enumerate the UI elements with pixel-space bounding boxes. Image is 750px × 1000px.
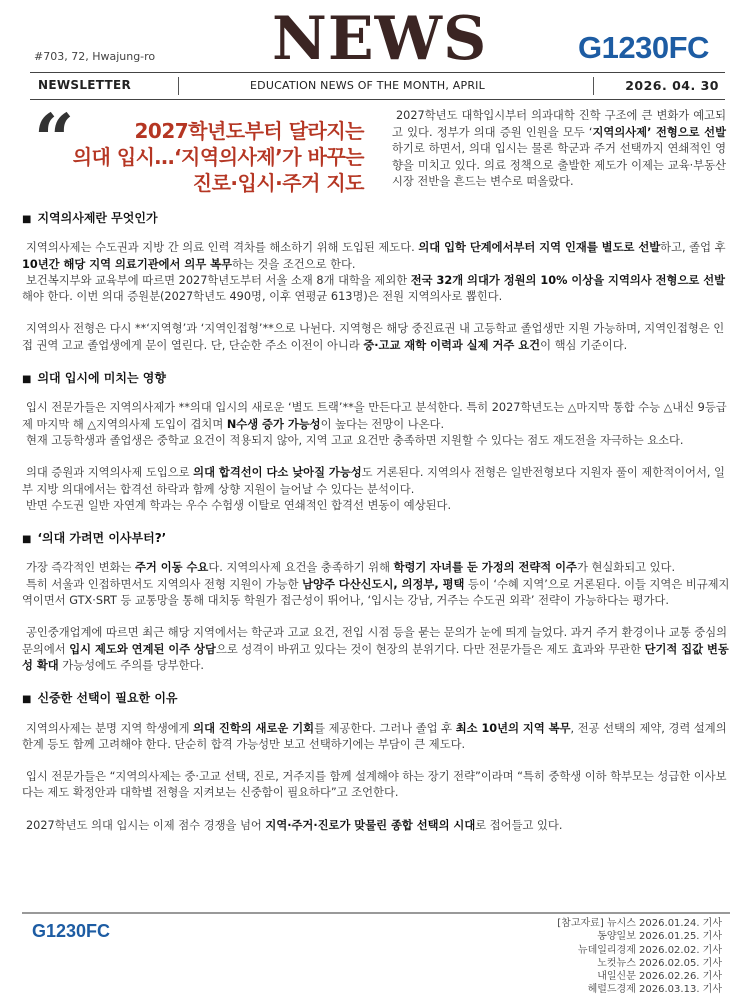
emphasis-text: 남양주 다산신도시, 의정부, 평택 (302, 577, 465, 591)
emphasis-text: 지역·주거·진로가 맞물린 종합 선택의 시대 (265, 818, 476, 832)
text-run: , 전공 선택의 제약, 경력 설계의 한계 등도 함께 고려해야 한다. 단순히 합격 가능성만 보고 선택하기에는 부담이 큰 제도다. (22, 721, 727, 751)
paragraph-gap (22, 305, 730, 321)
text-run: 2027학년도 의대 입시는 이제 점수 경쟁을 넘어 (26, 818, 266, 832)
text-run: 지역의사 전형은 다시 **‘지역형’과 ‘지역인접형’**으로 나뉜다. 지역형은 해당 중진료권 내 고등학교 졸업생만 지원 가능하며, 지역인접형은 인접 권역 고교 졸업생에게 문이 열린다. 단, 단순한 주소 이전이 아니라 (22, 322, 725, 352)
text-run: 가능성에도 주의를 당부한다. (58, 658, 204, 672)
text-run: 다. 지역의사제 요건을 충족하기 위해 (208, 561, 394, 575)
headline (70, 118, 364, 196)
intro-text (392, 108, 726, 191)
square-bullet-icon: ■ (22, 534, 32, 546)
section-title (22, 690, 730, 708)
text-run: 이 핵심 기준이다. (540, 338, 628, 352)
emphasis-text: 학령기 자녀를 둔 가정의 전략적 이주 (393, 561, 577, 575)
emphasis-text: 중·고교 재학 이력과 실제 거주 요건 (363, 338, 541, 352)
text-run: 지역의사제는 분명 지역 학생에게 (26, 721, 194, 735)
section-title-text: 의대 입시에 미치는 영향 (37, 371, 166, 386)
emphasis-text: 10년간 해당 지역 의료기관에서 의무 복무 (22, 257, 232, 271)
article-body (22, 204, 730, 834)
emphasis-text: 지역의사제’ 전형으로 선발 (592, 125, 726, 139)
emphasis-text: N수생 증가 가능성 (226, 417, 321, 431)
paragraph (22, 498, 730, 514)
paragraph (22, 465, 730, 498)
section-title (22, 370, 730, 388)
paragraph (22, 240, 730, 273)
paragraph (22, 818, 730, 834)
text-run: 입시 전문가들은 “지역의사제는 중·고교 선택, 진로, 거주지를 함께 설계해야 하는 장기 전략”이라며 “특히 중학생 이하 학부모는 성급한 이사보다는 제도 확정안과 대학별 전형을 지켜보는 신중함이 필요하다”고 조언한다. (22, 770, 727, 800)
divider (178, 77, 179, 95)
headline-line: 의대 입시…‘지역의사제’가 바꾸는 (72, 145, 364, 169)
text-run: 입시 전문가들은 지역의사제가 **의대 입시의 새로운 ‘별도 트랙’**을 만든다고 분석한다. 특히 2027학년도는 △마지막 통합 수능 △내신 9등급제 마지막 해 △지역의사제 도입이 겹치며 (22, 401, 727, 431)
paragraph-gap (22, 753, 730, 769)
section-title (22, 210, 730, 228)
text-run: 도 거론된다. 지역의사 전형은 일반전형보다 지원자 풀이 제한적이어서, 일부 지방 의대에서는 합격선 하락과 함께 상향 지원이 늘어날 수 있다는 분석이다. (22, 466, 725, 496)
text-run: 하기로 하면서, 의대 입시는 물론 학군과 주거 선택까지 연쇄적인 영향을 미치고 있다. 의료 정책으로 출발한 제도가 이제는 교육·부동산 시장 전반을 흔드는 변수로 떠올랐다. (392, 142, 726, 188)
text-run: 공인중개업계에 따르면 최근 해당 지역에서는 학군과 고교 요건, 전입 시점 등을 묻는 문의가 눈에 띄게 늘었다. 과거 주거 환경이나 교통 중심의 문의에서 (22, 626, 728, 656)
text-run: 등이 ‘수혜 지역’으로 거론된다. 이들 지역은 비규제지역이면서 GTX·SRT 등 교통망을 통해 대치동 학원가 접근성이 뛰어나, ‘입시는 강남, 거주는 수도권 외곽’ 전략이 가능하다는 평가다. (22, 577, 730, 608)
news-logo: NEWS (272, 4, 488, 74)
paragraph-gap (22, 802, 730, 818)
footer-divider (22, 912, 730, 914)
emphasis-text: 최소 10년의 지역 복무 (455, 721, 571, 735)
headline-line: 2027학년도부터 달라지는 (134, 119, 364, 143)
text-run: 보건복지부와 교육부에 따르면 2027학년도부터 서울 소재 8개 대학을 제외한 (26, 273, 411, 287)
square-bullet-icon: ■ (22, 694, 32, 706)
paragraph (22, 560, 730, 576)
paragraph-gap (22, 609, 730, 625)
emphasis-text: 의대 진학의 새로운 기회 (193, 721, 315, 735)
paragraph-gap (22, 449, 730, 465)
emphasis-text: 단기적 집값 변동성 확대 (22, 642, 729, 672)
paragraph (22, 625, 730, 674)
paragraph (22, 721, 730, 754)
paragraph (22, 433, 730, 449)
text-run: 를 제공한다. 그러나 졸업 후 (314, 721, 456, 735)
text-run: 해야 한다. 이번 의대 증원분(2027학년도 490명, 이후 연평균 613명)은 전원 지역의사로 뽑힌다. (22, 290, 503, 304)
text-run: 2027학년도 대학입시부터 의과대학 진학 구조에 큰 변화가 예고되고 있다. 정부가 의대 증원 인원을 모두 ‘ (392, 109, 726, 139)
text-run: 현재 고등학생과 졸업생은 중학교 요건이 적용되지 않아, 지역 고교 요건만 충족하면 지원할 수 있다는 점도 재도전을 자극하는 요소다. (26, 433, 684, 447)
paragraph (22, 273, 730, 306)
text-run: 가장 즉각적인 변화는 (26, 561, 135, 575)
references (557, 917, 722, 997)
reference-item: 뉴데일리경제 2026.02.02. 기사 (577, 944, 722, 956)
paragraph (22, 400, 730, 433)
emphasis-text: 주거 이동 수요 (135, 561, 209, 575)
text-run: 로 접어들고 있다. (475, 818, 563, 832)
section-title (22, 530, 730, 548)
brand-logo: G1230FC (578, 30, 709, 65)
masthead (0, 0, 750, 72)
reference-item: 내일신문 2026.02.26. 기사 (597, 971, 722, 983)
text-run: 으로 성격이 바뀌고 있다는 것이 현장의 분위기다. 다만 전문가들은 제도 효과와 무관한 (215, 642, 645, 656)
reference-item: [참고자료] 뉴시스 2026.01.24. 기사 (557, 918, 722, 929)
reference-item: 헤럴드경제 2026.03.13. 기사 (587, 984, 722, 996)
section-title-text: 신중한 선택이 필요한 이유 (37, 691, 178, 706)
text-run: 반면 수도권 일반 자연계 학과는 우수 수험생 이탈로 연쇄적인 합격선 변동이 예상된다. (26, 498, 452, 512)
intro-paragraph (392, 108, 726, 191)
section-title-text: 지역의사제란 무엇인가 (37, 211, 158, 225)
divider (593, 77, 594, 95)
text-run: 하는 것을 조건으로 한다. (232, 257, 356, 271)
newsletter-bar (30, 72, 725, 100)
quote-icon: “ (34, 98, 75, 181)
emphasis-text: 전국 32개 의대가 정원의 10% 이상을 지역의사 전형으로 선발 (410, 273, 726, 287)
paragraph (22, 577, 730, 610)
reference-item: 동양일보 2026.01.25. 기사 (597, 931, 722, 943)
emphasis-text: 의대 입학 단계에서부터 지역 인재를 별도로 선발 (418, 241, 661, 255)
headline-line: 진로·입시·주거 지도 (192, 171, 364, 195)
text-run: 이 높다는 전망이 나온다. (320, 417, 445, 431)
issue-date: 2026. 04. 30 (625, 78, 719, 93)
newsletter-label: NEWSLETTER (38, 78, 132, 92)
square-bullet-icon: ■ (22, 214, 32, 225)
paragraph (22, 769, 730, 802)
edition-label: EDUCATION NEWS OF THE MONTH, APRIL (250, 79, 485, 92)
text-run: 의대 증원과 지역의사제 도입으로 (26, 466, 194, 480)
paragraph (22, 321, 730, 354)
emphasis-text: 입시 제도와 연계된 이주 상담 (69, 642, 216, 656)
text-run: 하고, 졸업 후 (660, 241, 726, 255)
address: #703, 72, Hwajung-ro (34, 50, 156, 63)
section-title-text: ‘의대 가려면 이사부터?’ (37, 531, 167, 546)
footer-brand-logo: G1230FC (32, 921, 111, 941)
text-run: 가 현실화되고 있다. (576, 561, 676, 575)
text-run: 지역의사제는 수도권과 지방 간 의료 인력 격차를 해소하기 위해 도입된 제도다. (26, 241, 419, 255)
square-bullet-icon: ■ (22, 374, 32, 386)
text-run: 특히 서울과 인접하면서도 지역의사 전형 지원이 가능한 (26, 577, 303, 591)
reference-item: 노컷뉴스 2026.02.05. 기사 (597, 957, 722, 969)
emphasis-text: 의대 합격선이 다소 낮아질 가능성 (193, 466, 362, 480)
